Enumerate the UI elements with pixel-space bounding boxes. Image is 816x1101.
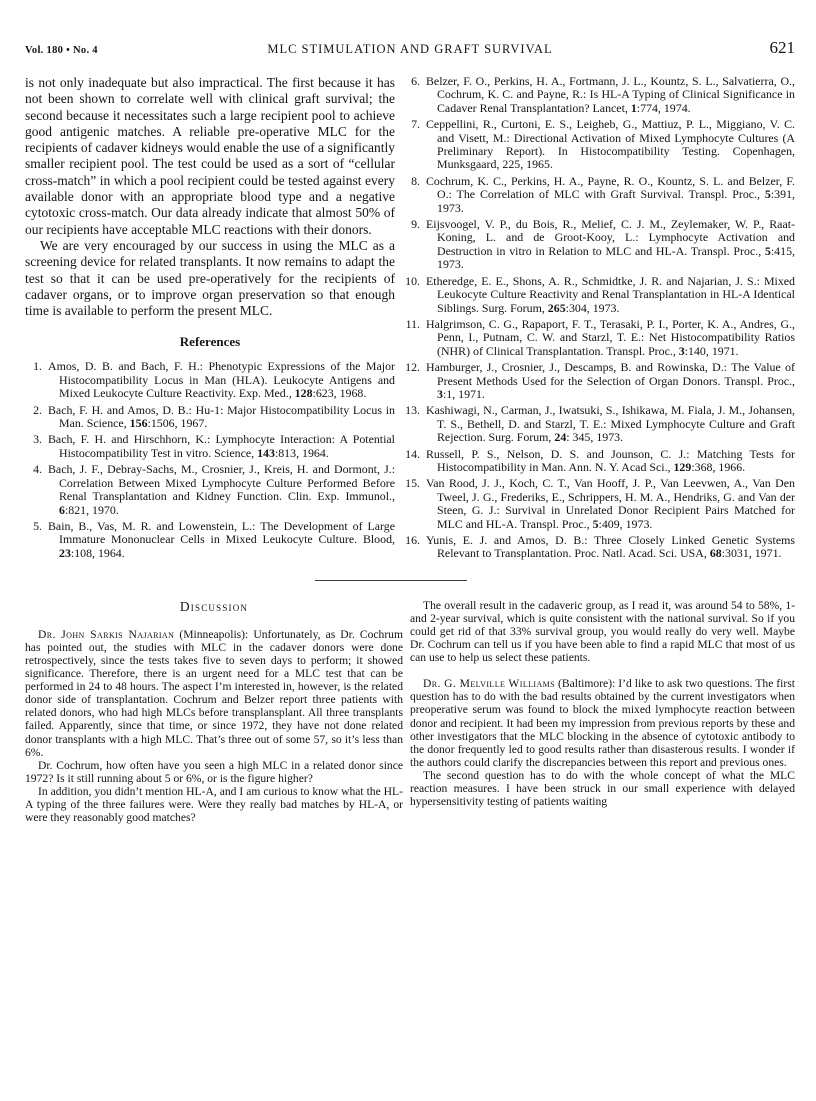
reference-number: 9. xyxy=(411,217,420,232)
reference-number: 1. xyxy=(33,359,42,374)
references-list-left xyxy=(25,360,395,560)
article-body xyxy=(25,75,395,319)
discussion-paragraph: The overall result in the cadaveric group, as I read it, was around 54 to 58%, 1- and 2-year survival, which is quite consistent with the national survival. So if you could get rid of that 33% survival group, you would really do very well. Maybe Dr. Cochrum can tell us if you have been able to find a rapid MLC that most of us can use to help us select these patients. xyxy=(410,598,795,665)
reference-number: 13. xyxy=(405,403,420,418)
reference-item: 2. Bach, F. H. and Amos, D. B.: Hu-1: Major Histocompatibility Locus in Man. Science, 156:1506, 1967. xyxy=(25,404,395,431)
reference-number: 5. xyxy=(33,518,42,533)
reference-number: 15. xyxy=(405,476,420,491)
references-heading: References xyxy=(179,334,241,350)
reference-number: 11. xyxy=(405,316,420,331)
section-divider xyxy=(315,580,467,581)
reference-item: 8. Cochrum, K. C., Perkins, H. A., Payne, R. O., Kountz, S. L. and Belzer, F. O.: The Correlation of MLC with Graft Survival. Transpl. Proc., 5:391, 1973. xyxy=(403,175,795,215)
reference-item: 9. Eijsvoogel, V. P., du Bois, R., Melief, C. J. M., Zeylemaker, W. P., Raat-Koning, L. and de Groot-Kooy, L.: Lymphocyte Activation and Destruction in vitro in Relation to MLC and HL-A. Transpl. Proc., 5:415, 1973. xyxy=(403,218,795,272)
reference-item: 1. Amos, D. B. and Bach, F. H.: Phenotypic Expressions of the Major Histocompatibility Locus in Man (HLA). Leukocyte Antigens and Mixed Leukocyte Culture Reactivity. Exp. Med., 128:623, 1968. xyxy=(25,360,395,400)
reference-number: 10. xyxy=(405,273,420,288)
discussion-right-column xyxy=(410,599,795,824)
reference-number: 3. xyxy=(33,432,42,447)
reference-item: 11. Halgrimson, C. G., Rapaport, F. T., Terasaki, P. I., Porter, K. A., Andres, G., Penn, I., Putnam, C. W. and Starzl, T. E.: Net Histocompatibility Ratios (NHR) of Clinical Transplantation. Transpl. Proc., 3:140, 1971. xyxy=(403,318,795,358)
right-column xyxy=(403,75,795,564)
speaker-name: Dr. John Sarkis Najarian xyxy=(38,627,175,641)
reference-item: 14. Russell, P. S., Nelson, D. S. and Jounson, C. J.: Matching Tests for Histocompatibility in Man. Ann. N. Y. Acad Sci., 129:368, 1966. xyxy=(403,448,795,475)
main-columns xyxy=(25,75,795,564)
reference-number: 8. xyxy=(411,173,420,188)
reference-item: 7. Ceppellini, R., Curtoni, E. S., Leigheb, G., Mattiuz, P. L., Miggiano, V. C. and Visett, M.: Directional Activation of Mixed Lymphocyte Cultures (A Preliminary Report). In Histocompatibility Testing. Copenhagen, Munksgaard, 225, 1965. xyxy=(403,118,795,172)
running-head xyxy=(25,38,795,58)
volume-issue: Vol. 180 • No. 4 xyxy=(25,45,98,56)
body-paragraph: is not only inadequate but also impractical. The first because it has not been shown to correlate well with clinical graft survival; the second because it necessitates such a large recipient pool to achieve good antigenic matches. A reliable pre-operative MLC for the recipients of cadaver kidneys would enable the use of a significantly smaller recipient pool. The test could be used as a sort of “cellular cross-match” in which a pool recipient could be tested against every available donor with an appropriate blood type and a negative cytotoxic cross-match. Our data already indicate that almost 50% of our recipients have acceptable MLC reactions with their donors. xyxy=(25,75,395,237)
reference-number: 4. xyxy=(33,462,42,477)
reference-item: 6. Belzer, F. O., Perkins, H. A., Fortmann, J. L., Kountz, S. L., Salvatierra, O., Cochrum, K. C. and Payne, R.: Is HL-A Typing of Clinical Significance in Cadaver Renal Transplantation? Lancet, 1:774, 1974. xyxy=(403,75,795,115)
discussion-paragraph: Dr. Cochrum, how often have you seen a high MLC in a related donor since 1972? Is it still running about 5 or 6%, or is the figure higher? xyxy=(25,758,403,785)
discussion-heading: Discussion xyxy=(179,598,249,614)
discussion-paragraph: Dr. G. Melville Williams (Baltimore): I’d like to ask two questions. The first question has to do with the bad results obtained by the current investigators when preoperative serum was found to block the mixed lymphocyte reaction between donor and recipient. It had been my impression from previous reports by these and other investigators that the MLC blocking in the absence of cytotoxic antibody to the donor frequently led to good results rather than disasterous results. I wonder if the authors could clarify the discrepancies between this report and previous ones. xyxy=(410,677,795,769)
discussion-left-column xyxy=(25,599,403,824)
reference-number: 14. xyxy=(405,446,420,461)
reference-number: 16. xyxy=(405,533,420,547)
references-list-right xyxy=(403,75,795,561)
reference-item: 4. Bach, J. F., Debray-Sachs, M., Crosnier, J., Kreis, H. and Dormont, J.: Correlation Between Mixed Lymphocyte Culture Performed Before Renal Transplantation and Kidney Function. Clin. Exp. Immunol., 6:821, 1970. xyxy=(25,463,395,517)
reference-number: 7. xyxy=(411,117,420,132)
discussion-paragraph: In addition, you didn’t mention HL-A, and I am curious to know what the HL-A typing of the three failures were. Were they really bad matches by HL-A, or were they reasonably good matches? xyxy=(25,784,403,825)
discussion-paragraph: Dr. John Sarkis Najarian (Minneapolis): Unfortunately, as Dr. Cochrum has pointed out, the studies with MLC in the cadaver donors were done retrospectively, since the tests takes five to seven days to perform; it showed significance. Therefore, there is an urgent need for a MLC test that can be performed in 24 to 48 hours. The aspect I’m interested in, however, is the related donor side of transplantation. Cochrum and Belzer report three patients with related donors, who had high MLCs before transplansplant. All three transplants failed. Apparently, since that time, or since 1972, they have not done related donor transplants with a high MLC. That’s three out of some 57, so it’s less than 6%. xyxy=(25,627,404,759)
reference-number: 2. xyxy=(33,402,42,417)
reference-item: 15. Van Rood, J. J., Koch, C. T., Van Hooff, J. P., Van Leevwen, A., Van Den Tweel, J. G., Frederiks, E., Schrippers, H. M. A., Hendriks, G. and Van der Steen, G. J.: Survival in Unrelated Donor Recipient Pairs Matched for MLC and HL-A. Transpl. Proc., 5:409, 1973. xyxy=(403,477,795,531)
discussion-section xyxy=(25,599,795,824)
reference-item: 5. Bain, B., Vas, M. R. and Lowenstein, L.: The Development of Large Immature Mononuclear Cells in Mixed Leukocyte Culture. Blood, 23:108, 1964. xyxy=(25,520,395,560)
reference-number: 12. xyxy=(405,360,420,375)
reference-number: 6. xyxy=(411,74,420,88)
reference-item: 16. Yunis, E. J. and Amos, D. B.: Three Closely Linked Genetic Systems Relevant to Transplantation. Proc. Natl. Acad. Sci. USA, 68:3031, 1971. xyxy=(403,534,795,561)
body-paragraph: We are very encouraged by our success in using the MLC as a screening device for related transplants. It now remains to adapt the test so that it can be used pre-operatively for the recipients of cadaver organs, or to improve organ preservation so that enough time is available to perform the present MLC. xyxy=(25,237,395,319)
discussion-paragraph: The second question has to do with the whole concept of what the MLC reaction measures. I have been struck in our small experience with delayed hypersensitivity testing of patients waiting xyxy=(410,768,795,809)
speaker-name: Dr. G. Melville Williams xyxy=(423,677,556,691)
reference-item: 10. Etheredge, E. E., Shons, A. R., Schmidtke, J. R. and Najarian, J. S.: Mixed Leukocyte Culture Reactivity and Renal Transplantation in HL-A Identical Siblings. Surg. Forum, 265:304, 1973. xyxy=(403,275,795,315)
page-number: 621 xyxy=(769,38,795,57)
reference-item: 3. Bach, F. H. and Hirschhorn, K.: Lymphocyte Interaction: A Potential Histocompatibility Test in vitro. Science, 143:813, 1964. xyxy=(25,433,395,460)
left-column xyxy=(25,75,395,564)
running-title: MLC STIMULATION AND GRAFT SURVIVAL xyxy=(267,42,553,56)
reference-item: 12. Hamburger, J., Crosnier, J., Descamps, B. and Rowinska, D.: The Value of Present Methods Used for the Selection of Organ Donors. Transpl. Proc., 3:1, 1971. xyxy=(403,361,795,401)
reference-item: 13. Kashiwagi, N., Carman, J., Iwatsuki, S., Ishikawa, M. Fiala, J. M., Johansen, T. S., Bethell, D. and Starzl, T. E.: Mixed Lymphocyte Culture and Graft Rejection. Surg. Forum, 24: 345, 1973. xyxy=(403,404,795,444)
